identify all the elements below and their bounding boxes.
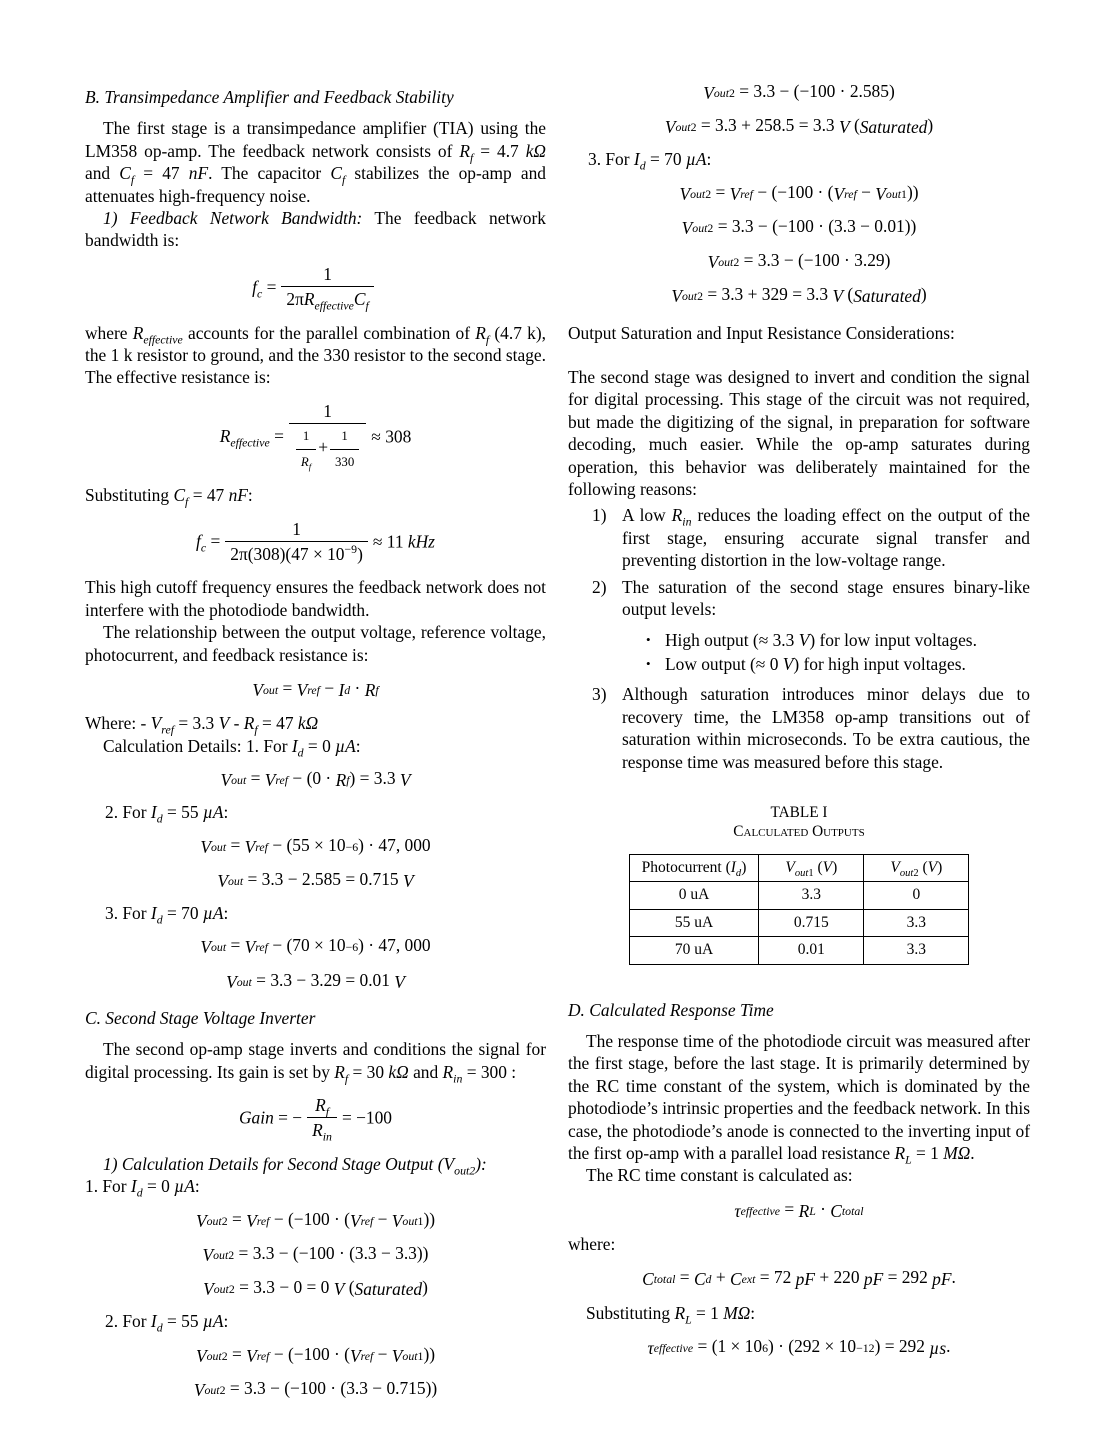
paragraph-second-stage-design: The second stage was designed to invert and condition the signal for digital processing. This stage of the circuit was not required, but made the digitizing of the signal, in preparation for software decoding, much easier. While the op-amp saturates during operation, this behavior was deliberately maintained for the following reasons: (568, 367, 1030, 500)
cell-photocurrent: 55 uA (629, 909, 759, 936)
subsection-feedback-bandwidth (85, 207, 546, 252)
fraction: $\frac{1}{2\pi R_{effective}C_f}$ (281, 263, 373, 311)
calculated-outputs-table (629, 854, 970, 965)
fraction: $\frac{1}{330}$ (330, 425, 359, 473)
list-item-text: The saturation of the second stage ensures binary-like output levels: (622, 576, 1030, 620)
equation-tau: τeffective = RL · Ctotal (734, 1198, 864, 1221)
bullet-icon: • (646, 655, 651, 671)
list-item-text: Although saturation introduces minor delays due to recovery time, the LM358 op-amp transitions out of saturation within microseconds. To be extra cautious, the response time was measured before this stage. (622, 684, 1030, 772)
paragraph-relationship: The relationship between the output voltage, reference voltage, photocurrent, and feedback resistance is: (85, 622, 546, 665)
column-header-vout1: $V_{out1}$ (V) (759, 854, 864, 881)
equation-vout2-r3: Vout2 = Vref − (−100 · (Vref − Vout1)) (679, 181, 919, 204)
cell-vout2: 0 (864, 882, 969, 909)
fraction: $\frac{R_f}{R_{in}}$ (307, 1094, 337, 1142)
list-item-id70-2: 3. For $I_d = 70$ µA: (588, 149, 712, 173)
paragraph-second-stage-intro: The second op-amp stage inverts and conditions the signal for digital processing. Its gain is set by $R_f = 30$ kΩ and $R_{in} = 300$ : (85, 1039, 546, 1086)
equation-vout2-1a: Vout2 = Vref − (−100 · (Vref − Vout1)) (195, 1208, 436, 1231)
cell-vout1: 3.3 (759, 882, 864, 909)
equation-vout-70b: Vout = 3.3 − 3.29 = 0.01 V (226, 969, 405, 992)
bullet-text: Low output (≈ 0 V) for high input voltages. (665, 653, 966, 674)
equation-vout2-r6: Vout2 = 3.3 + 329 = 3.3 V (Saturated) (671, 284, 927, 307)
equation-vout: Vout = Vref − Id · Rf (252, 677, 379, 700)
subsection-text: The feedback network bandwidth is: (85, 208, 546, 251)
section-c-heading: C. Second Stage Voltage Inverter (85, 1007, 316, 1028)
list-item-number: 2) (592, 576, 607, 597)
reasons-list (568, 504, 1030, 772)
cell-vout2: 3.3 (864, 909, 969, 936)
cell-photocurrent: 70 uA (629, 937, 759, 964)
bullet-item (646, 629, 1030, 651)
list-item (568, 504, 1030, 571)
column-header-photocurrent: Photocurrent $(I_d)$ (629, 854, 759, 881)
section-b-heading: B. Transimpedance Amplifier and Feedback Stability (85, 87, 454, 107)
fraction: $\frac{1}{R_f}$ (296, 425, 316, 473)
equation-effective-resistance: $R_{effective}$ = 1 $\frac{1}{R_f}$ + $\frac{1}{330}$ ≈ 308 (219, 400, 412, 472)
list-item-id55-2: 2. For $I_d = 55$ µA: (105, 1311, 229, 1335)
paragraph-cutoff: This high cutoff frequency ensures the feedback network does not interfere with the photodiode bandwidth. (85, 577, 546, 620)
equation-tau-value: τeffective = (1 × 106) · (292 × 10−12) = 292 µs. (647, 1336, 951, 1358)
equation-fc-value: $f_c$ = $\frac{1}{2\pi(308)(47 \times 10^{-9})}$ ≈ 11 kHz (196, 518, 435, 564)
paragraph-output-saturation: Output Saturation and Input Resistance Considerations: (568, 322, 955, 343)
paragraph-rc-constant: The RC time constant is calculated as: (586, 1165, 853, 1186)
equation-vout2-r1: Vout2 = 3.3 − (−100 · 2.585) (703, 81, 895, 103)
equation-vout-0: Vout = Vref − (0 · Rf) = 3.3 V (220, 767, 411, 790)
subsection-calc-details-vout2: 1) Calculation Details for Second Stage Output $(V_{out2})$: (103, 1153, 487, 1178)
equation-vout2-r4: Vout2 = 3.3 − (−100 · (3.3 − 0.01)) (681, 216, 917, 238)
bullet-item (646, 653, 1030, 675)
section-d-heading: D. Calculated Response Time (568, 999, 774, 1020)
paragraph-calc-details: Calculation Details: 1. For $I_d = 0$ µA: (103, 735, 361, 760)
paragraph-where-values: Where: - $V_{ref} = 3.3$ $V - R_f = 47$ kΩ (85, 713, 319, 737)
table-row (629, 882, 969, 909)
list-item-id55: 2. For $I_d = 55$ µA: (105, 802, 229, 826)
cell-vout1: 0.715 (759, 909, 864, 936)
table-row (629, 909, 969, 936)
subsection-label: 1) Feedback Network Bandwidth: (103, 208, 363, 229)
list-item-id0: 1. For $I_d = 0$ µA: (85, 1176, 200, 1200)
equation-vout2-2b: Vout2 = 3.3 − (−100 · (3.3 − 0.715)) (193, 1377, 438, 1400)
equation-vout2-2a: Vout2 = Vref − (−100 · (Vref − Vout1)) (195, 1343, 436, 1366)
paragraph-where-reffective: where $R_{effective}$ accounts for the parallel combination of $R_f$ (4.7 k), the 1 k resistor to ground, and the 330 resistor to the second stage. The effective resistance is: (85, 322, 546, 388)
paragraph-substituting-cf: Substituting $C_f = 47$ nF: (85, 485, 253, 509)
right-column (568, 80, 1030, 1370)
fraction: $\frac{1}{2\pi(308)(47 \times 10^{-9})}$ (225, 518, 368, 566)
list-item (568, 683, 1030, 773)
paragraph-where: where: (568, 1234, 616, 1255)
paragraph-tia-intro: The first stage is a transimpedance amplifier (TIA) using the LM358 op-amp. The feedback network consists of $R_f = 4.7$ kΩ and $C_f = 47$ nF. The capacitor $C_f$ stabilizes the op-amp and attenuates high-frequency noise. (85, 118, 546, 206)
bullet-icon: • (646, 631, 651, 647)
table-label: TABLE I (770, 803, 828, 821)
fraction: 1 $\frac{1}{R_f}$ + $\frac{1}{330}$ (289, 400, 366, 473)
column-header-vout2: $V_{out2}$ (V) (864, 854, 969, 881)
equation-vout2-1c: Vout2 = 3.3 − 0 = 0 V (Saturated) (203, 1277, 428, 1299)
left-column (85, 86, 546, 1411)
equation-vout-55b: Vout = 3.3 − 2.585 = 0.715 V (217, 868, 414, 891)
equation-vout-55a: Vout = Vref − (55 × 10−6) · 47, 000 (200, 834, 431, 857)
equation-vout-70a: Vout = Vref − (70 × 10−6) · 47, 000 (200, 935, 431, 958)
bullet-text: High output (≈ 3.3 V) for low input voltages. (665, 629, 977, 650)
cell-photocurrent: 0 uA (629, 882, 759, 909)
equation-ctotal: Ctotal = Cd + Cext = 72 pF + 220 pF = 292 pF. (642, 1267, 956, 1290)
equation-vout2-r5: Vout2 = 3.3 − (−100 · 3.29) (707, 250, 891, 273)
equation-vout2-r2: Vout2 = 3.3 + 258.5 = 3.3 V (Saturated) (664, 115, 934, 137)
list-item (568, 576, 1030, 621)
table-row (629, 937, 969, 964)
cell-vout2: 3.3 (864, 937, 969, 964)
cell-vout1: 0.01 (759, 937, 864, 964)
equation-vout2-1b: Vout2 = 3.3 − (−100 · (3.3 − 3.3)) (202, 1242, 429, 1265)
list-item-id70: 3. For $I_d = 70$ µA: (105, 902, 229, 927)
list-item-number: 1) (592, 505, 607, 526)
table-block (568, 803, 1030, 965)
paragraph-substituting-rl: Substituting $R_L = 1$ MΩ: (586, 1302, 756, 1327)
table-caption: Calculated Outputs (733, 822, 865, 840)
list-item-number: 3) (592, 684, 607, 705)
list-item-text: A low $R_{in}$ reduces the loading effect on the output of the first stage, ensuring accurate signal transfer and preventing distortion in the low-voltage range. (622, 505, 1030, 571)
equation-fc: $f_c$ = $\frac{1}{2\pi R_{effective}C_f}$ (85, 263, 546, 311)
paragraph-response-time: The response time of the photodiode circuit was measured after the first stage, before the last stage. It is primarily determined by the RC time constant of the system, which is dominated by the photodiode’s intrinsic properties and the feedback network. In this case, the photodiode’s anode is connected to the inverting input of the first op-amp with a parallel load resistance $R_L = 1$ MΩ. (568, 1030, 1030, 1167)
table-header-row (629, 854, 969, 881)
equation-gain: Gain = − $\frac{R_f}{R_{in}}$ = −100 (239, 1095, 392, 1144)
